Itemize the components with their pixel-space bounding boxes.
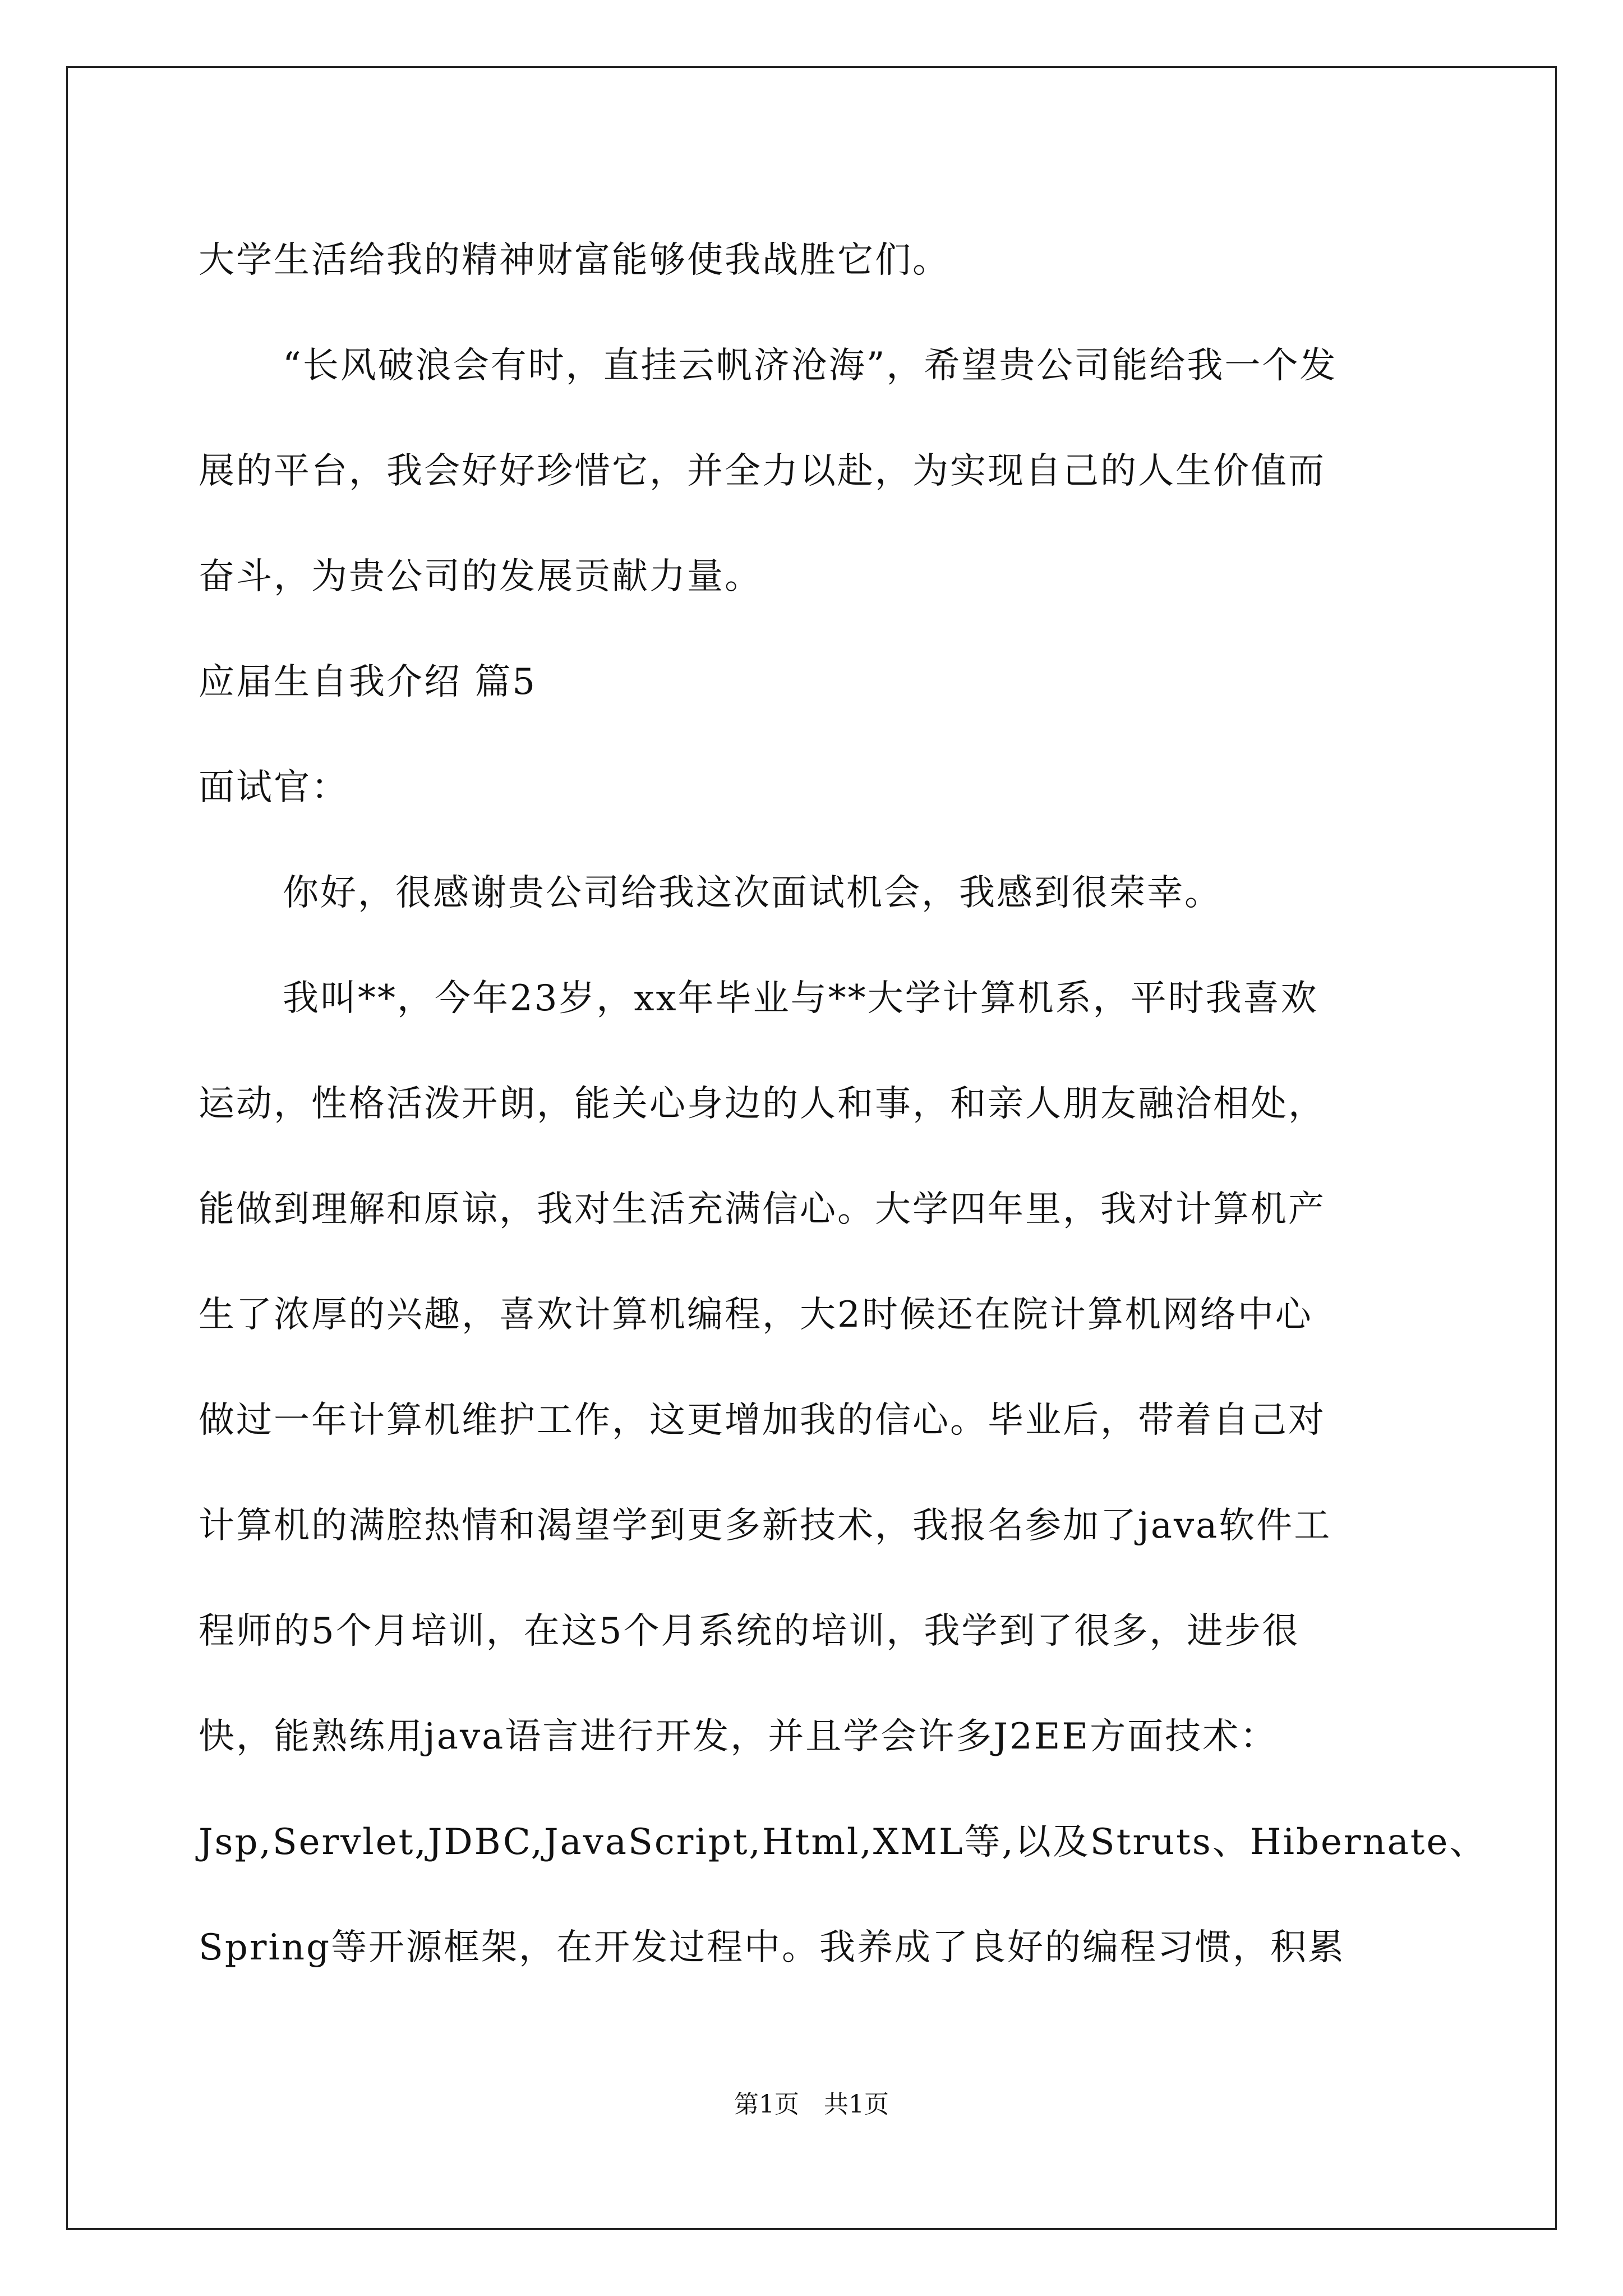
- text-line: 运动，性格活泼开朗，能关心身边的人和事，和亲人朋友融洽相处，: [199, 1083, 1326, 1125]
- page-number: 第1页 共1页: [734, 2090, 889, 2119]
- text-line: 程师的5个月培训，在这5个月系统的培训，我学到了很多，进步很: [199, 1611, 1300, 1652]
- salutation: 面试官：: [199, 767, 349, 808]
- text-line: 你好，很感谢贵公司给我这次面试机会，我感到很荣幸。: [283, 872, 1222, 914]
- text-line: 做过一年计算机维护工作，这更增加我的信心。毕业后，带着自己对: [199, 1400, 1326, 1441]
- text-line: 快，能熟练用java语言进行开发，并且学会许多J2EE方面技术：: [199, 1716, 1278, 1757]
- text-line: 能做到理解和原谅，我对生活充满信心。大学四年里，我对计算机产: [199, 1189, 1326, 1230]
- text-line: 计算机的满腔热情和渴望学到更多新技术，我报名参加了java软件工: [199, 1505, 1332, 1547]
- text-line: 奋斗，为贵公司的发展贡献力量。: [199, 556, 762, 597]
- text-line: 生了浓厚的兴趣，喜欢计算机编程，大2时候还在院计算机网络中心: [199, 1294, 1313, 1336]
- text-line: 我叫**，今年23岁，xx年毕业与**大学计算机系，平时我喜欢: [283, 978, 1318, 1019]
- text-line: “长风破浪会有时，直挂云帆济沧海”，希望贵公司能给我一个发: [283, 345, 1338, 386]
- section-heading: 应届生自我介绍 篇5: [199, 661, 537, 703]
- text-line: Spring等开源框架，在开发过程中。我养成了良好的编程习惯，积累: [199, 1927, 1346, 1968]
- text-line: 展的平台，我会好好珍惜它，并全力以赴，为实现自己的人生价值而: [199, 450, 1326, 492]
- document-body: [199, 208, 1487, 2000]
- text-line: 大学生活给我的精神财富能够使我战胜它们。: [199, 240, 950, 281]
- text-line: Jsp,Servlet,JDBC,JavaScript,Html,XML等,以及Struts、Hibernate、: [199, 1821, 1487, 1863]
